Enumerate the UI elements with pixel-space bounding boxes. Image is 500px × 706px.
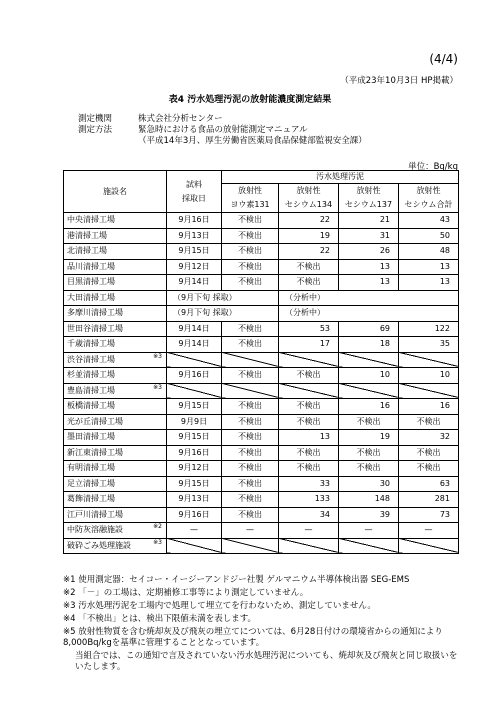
value-cell: 22 bbox=[279, 244, 339, 260]
value-cell: — bbox=[399, 523, 459, 539]
value-cell: 不検出 bbox=[399, 445, 459, 461]
value-cell: 63 bbox=[399, 476, 459, 492]
value-cell: 43 bbox=[399, 213, 459, 229]
value-cell: 73 bbox=[399, 507, 459, 523]
value-cell: — bbox=[279, 523, 339, 539]
footnote-ref: ※2 bbox=[153, 523, 162, 530]
not-measured-cell bbox=[279, 383, 339, 399]
value-cell: 26 bbox=[339, 244, 399, 260]
sample-date: 9月15日 bbox=[167, 244, 222, 260]
header-i131: 放射性 ヨウ素131 bbox=[222, 184, 279, 213]
value-cell: 不検出 bbox=[222, 244, 279, 260]
sample-date: 9月14日 bbox=[167, 275, 222, 291]
facility-name: 破砕ごみ処理施設 ※3 bbox=[64, 538, 167, 554]
facility-name: 足立清掃工場 bbox=[64, 476, 167, 492]
value-cell: 不検出 bbox=[222, 275, 279, 291]
not-measured-cell bbox=[222, 538, 279, 554]
value-cell: 不検出 bbox=[279, 414, 339, 430]
facility-name: 江戸川清掃工場 bbox=[64, 507, 167, 523]
value-cell: 不検出 bbox=[222, 461, 279, 477]
value-cell: 19 bbox=[339, 430, 399, 446]
header-cs-total: 放射性 セシウム合計 bbox=[399, 184, 459, 213]
sample-date: 9月16日 bbox=[167, 368, 222, 384]
footnotes bbox=[63, 575, 463, 675]
not-measured-cell bbox=[339, 383, 399, 399]
unit-label: 単位：Bq/kg bbox=[408, 162, 458, 172]
value-cell: 48 bbox=[399, 244, 459, 260]
footnote: ※4 「不検出」とは、検出下限値未満を表します。 bbox=[63, 614, 257, 624]
sample-date: 9月12日 bbox=[167, 461, 222, 477]
value-cell: 不検出 bbox=[222, 445, 279, 461]
results-table bbox=[63, 170, 459, 554]
value-cell: 19 bbox=[279, 228, 339, 244]
footnote: ※5 放射性物質を含む焼却灰及び飛灰の埋立てについては、6月28日付けの環境省からの通知により8,000Bq/kgを基準に管理することとなっています。 bbox=[63, 627, 443, 648]
sample-date: 9月13日 bbox=[167, 228, 222, 244]
value-cell: 不検出 bbox=[339, 445, 399, 461]
table-row bbox=[64, 383, 459, 399]
info-key: 測定方法 bbox=[78, 125, 113, 135]
header-cs134: 放射性 セシウム134 bbox=[279, 184, 339, 213]
value-cell: 13 bbox=[399, 275, 459, 291]
value-cell: 281 bbox=[399, 492, 459, 508]
table-row bbox=[64, 414, 459, 430]
facility-name: 中央清掃工場 bbox=[64, 213, 167, 229]
sample-date: 9月14日 bbox=[167, 321, 222, 337]
table-row bbox=[64, 461, 459, 477]
not-measured-cell bbox=[399, 383, 459, 399]
not-measured-cell bbox=[222, 352, 279, 368]
sample-date: 9月12日 bbox=[167, 259, 222, 275]
value-cell: 16 bbox=[399, 399, 459, 415]
value-cell: 不検出 bbox=[222, 259, 279, 275]
value-cell: 不検出 bbox=[222, 228, 279, 244]
value-cell: 不検出 bbox=[222, 399, 279, 415]
value-cell: 不検出 bbox=[279, 259, 339, 275]
table-row bbox=[64, 399, 459, 415]
value-cell: 122 bbox=[399, 321, 459, 337]
table-row bbox=[64, 306, 459, 322]
page-number: (4/4) bbox=[429, 52, 458, 66]
table-row bbox=[64, 368, 459, 384]
value-cell: 53 bbox=[279, 321, 339, 337]
value-cell: 不検出 bbox=[279, 368, 339, 384]
value-cell: 不検出 bbox=[279, 399, 339, 415]
not-measured-cell bbox=[222, 383, 279, 399]
footnote: ※2 「－」の工場は、定期補修工事等により測定していません。 bbox=[63, 588, 309, 598]
analysis-pending: （分析中） bbox=[279, 290, 459, 306]
value-cell: 不検出 bbox=[279, 461, 339, 477]
header-sample-date: 試料 採取日 bbox=[167, 171, 222, 213]
facility-name: 新江東清掃工場 bbox=[64, 445, 167, 461]
table-row bbox=[64, 352, 459, 368]
value-cell: 32 bbox=[399, 430, 459, 446]
header-sludge: 汚水処理汚泥 bbox=[222, 171, 459, 184]
info-value: 緊急時における食品の放射能測定マニュアル bbox=[138, 125, 308, 135]
not-measured-cell bbox=[399, 538, 459, 554]
value-cell: 不検出 bbox=[222, 414, 279, 430]
facility-name: 千歳清掃工場 bbox=[64, 337, 167, 353]
sample-date: 9月9日 bbox=[167, 414, 222, 430]
footnote-ref: ※3 bbox=[153, 538, 162, 546]
table-row bbox=[64, 538, 459, 554]
info-key: 測定機関 bbox=[78, 114, 113, 124]
value-cell: — bbox=[339, 523, 399, 539]
value-cell: 10 bbox=[399, 368, 459, 384]
value-cell: 不検出 bbox=[222, 476, 279, 492]
info-line-3 bbox=[78, 136, 367, 147]
value-cell: 不検出 bbox=[399, 461, 459, 477]
facility-name: 渋谷清掃工場 ※3 bbox=[64, 352, 167, 368]
value-cell: 不検出 bbox=[222, 492, 279, 508]
value-cell: 13 bbox=[399, 259, 459, 275]
info-line-1 bbox=[78, 114, 223, 125]
info-value: （平成14年3月、厚生労働省医薬局食品保健部監視安全課） bbox=[138, 136, 367, 146]
value-cell: 33 bbox=[279, 476, 339, 492]
not-measured-cell bbox=[399, 352, 459, 368]
sample-date: — bbox=[167, 523, 222, 539]
facility-name: 光が丘清掃工場 bbox=[64, 414, 167, 430]
value-cell: 不検出 bbox=[399, 414, 459, 430]
analysis-pending: （分析中） bbox=[279, 306, 459, 322]
facility-name: 品川清掃工場 bbox=[64, 259, 167, 275]
value-cell: 13 bbox=[279, 430, 339, 446]
table-row bbox=[64, 430, 459, 446]
table-row bbox=[64, 259, 459, 275]
sample-date: 9月15日 bbox=[167, 399, 222, 415]
value-cell: 18 bbox=[339, 337, 399, 353]
value-cell: 13 bbox=[339, 275, 399, 291]
value-cell: 35 bbox=[399, 337, 459, 353]
table-row bbox=[64, 290, 459, 306]
table-row bbox=[64, 228, 459, 244]
sample-date: 9月15日 bbox=[167, 430, 222, 446]
sample-date-pending: （9月下旬 採取） bbox=[167, 290, 279, 306]
facility-name: 中防灰溶融施設 ※2 bbox=[64, 523, 167, 539]
value-cell: 30 bbox=[339, 476, 399, 492]
sample-date: 9月16日 bbox=[167, 445, 222, 461]
facility-name: 墨田清掃工場 bbox=[64, 430, 167, 446]
table-row bbox=[64, 492, 459, 508]
value-cell: 31 bbox=[339, 228, 399, 244]
sample-date-pending: （9月下旬 採取） bbox=[167, 306, 279, 322]
not-measured-cell bbox=[339, 538, 399, 554]
facility-name: 目黒清掃工場 bbox=[64, 275, 167, 291]
table-row bbox=[64, 476, 459, 492]
value-cell: 不検出 bbox=[279, 445, 339, 461]
table-row bbox=[64, 321, 459, 337]
value-cell: 148 bbox=[339, 492, 399, 508]
value-cell: 16 bbox=[339, 399, 399, 415]
table-row bbox=[64, 244, 459, 260]
value-cell: 不検出 bbox=[222, 321, 279, 337]
value-cell: 69 bbox=[339, 321, 399, 337]
value-cell: 34 bbox=[279, 507, 339, 523]
not-measured-cell bbox=[167, 383, 222, 399]
value-cell: 不検出 bbox=[222, 368, 279, 384]
value-cell: 39 bbox=[339, 507, 399, 523]
table-row bbox=[64, 337, 459, 353]
sample-date: 9月15日 bbox=[167, 476, 222, 492]
value-cell: 不検出 bbox=[339, 414, 399, 430]
facility-name: 杉並清掃工場 bbox=[64, 368, 167, 384]
facility-name: 葛飾清掃工場 bbox=[64, 492, 167, 508]
sample-date: 9月13日 bbox=[167, 492, 222, 508]
value-cell: 17 bbox=[279, 337, 339, 353]
footnote: ※1 使用測定器：セイコー・イージーアンドジー社製 ゲルマニウム半導体検出器 SEG-EMS bbox=[63, 575, 410, 585]
facility-name: 大田清掃工場 bbox=[64, 290, 167, 306]
value-cell: 不検出 bbox=[222, 337, 279, 353]
value-cell: 133 bbox=[279, 492, 339, 508]
facility-name: 豊島清掃工場 ※3 bbox=[64, 383, 167, 399]
facility-name: 港清掃工場 bbox=[64, 228, 167, 244]
table-row bbox=[64, 213, 459, 229]
footnote-ref: ※3 bbox=[153, 352, 162, 360]
footnote-ref: ※3 bbox=[153, 383, 162, 391]
not-measured-cell bbox=[279, 538, 339, 554]
not-measured-cell bbox=[167, 538, 222, 554]
publication-date: （平成23年10月3日 HP掲載） bbox=[340, 76, 458, 86]
value-cell: — bbox=[222, 523, 279, 539]
value-cell: 不検出 bbox=[222, 507, 279, 523]
facility-name: 多摩川清掃工場 bbox=[64, 306, 167, 322]
value-cell: 不検出 bbox=[339, 461, 399, 477]
not-measured-cell bbox=[167, 352, 222, 368]
value-cell: 21 bbox=[339, 213, 399, 229]
value-cell: 不検出 bbox=[279, 275, 339, 291]
facility-name: 板橋清掃工場 bbox=[64, 399, 167, 415]
header-cs137: 放射性 セシウム137 bbox=[339, 184, 399, 213]
facility-name: 北清掃工場 bbox=[64, 244, 167, 260]
facility-name: 有明清掃工場 bbox=[64, 461, 167, 477]
table-row bbox=[64, 275, 459, 291]
page-title: 表4 汚水処理汚泥の放射能濃度測定結果 bbox=[168, 95, 332, 105]
table-row bbox=[64, 445, 459, 461]
footnote: ※3 汚水処理汚泥を工場内で処理して埋立てを行わないため、測定していません。 bbox=[63, 601, 376, 611]
not-measured-cell bbox=[339, 352, 399, 368]
value-cell: 不検出 bbox=[222, 213, 279, 229]
info-value: 株式会社分析センター bbox=[138, 114, 223, 124]
sample-date: 9月16日 bbox=[167, 507, 222, 523]
not-measured-cell bbox=[279, 352, 339, 368]
table-row bbox=[64, 507, 459, 523]
facility-name: 世田谷清掃工場 bbox=[64, 321, 167, 337]
sample-date: 9月14日 bbox=[167, 337, 222, 353]
info-line-2 bbox=[78, 125, 308, 136]
sample-date: 9月16日 bbox=[167, 213, 222, 229]
value-cell: 10 bbox=[339, 368, 399, 384]
value-cell: 不検出 bbox=[222, 430, 279, 446]
header-facility: 施設名 bbox=[64, 171, 167, 213]
value-cell: 13 bbox=[339, 259, 399, 275]
value-cell: 22 bbox=[279, 213, 339, 229]
table-row bbox=[64, 523, 459, 539]
value-cell: 50 bbox=[399, 228, 459, 244]
footnote: 当組合では、この通知で言及されていない汚水処理汚泥についても、焼却灰及び飛灰と同じ取扱いをいたします。 bbox=[75, 651, 458, 672]
